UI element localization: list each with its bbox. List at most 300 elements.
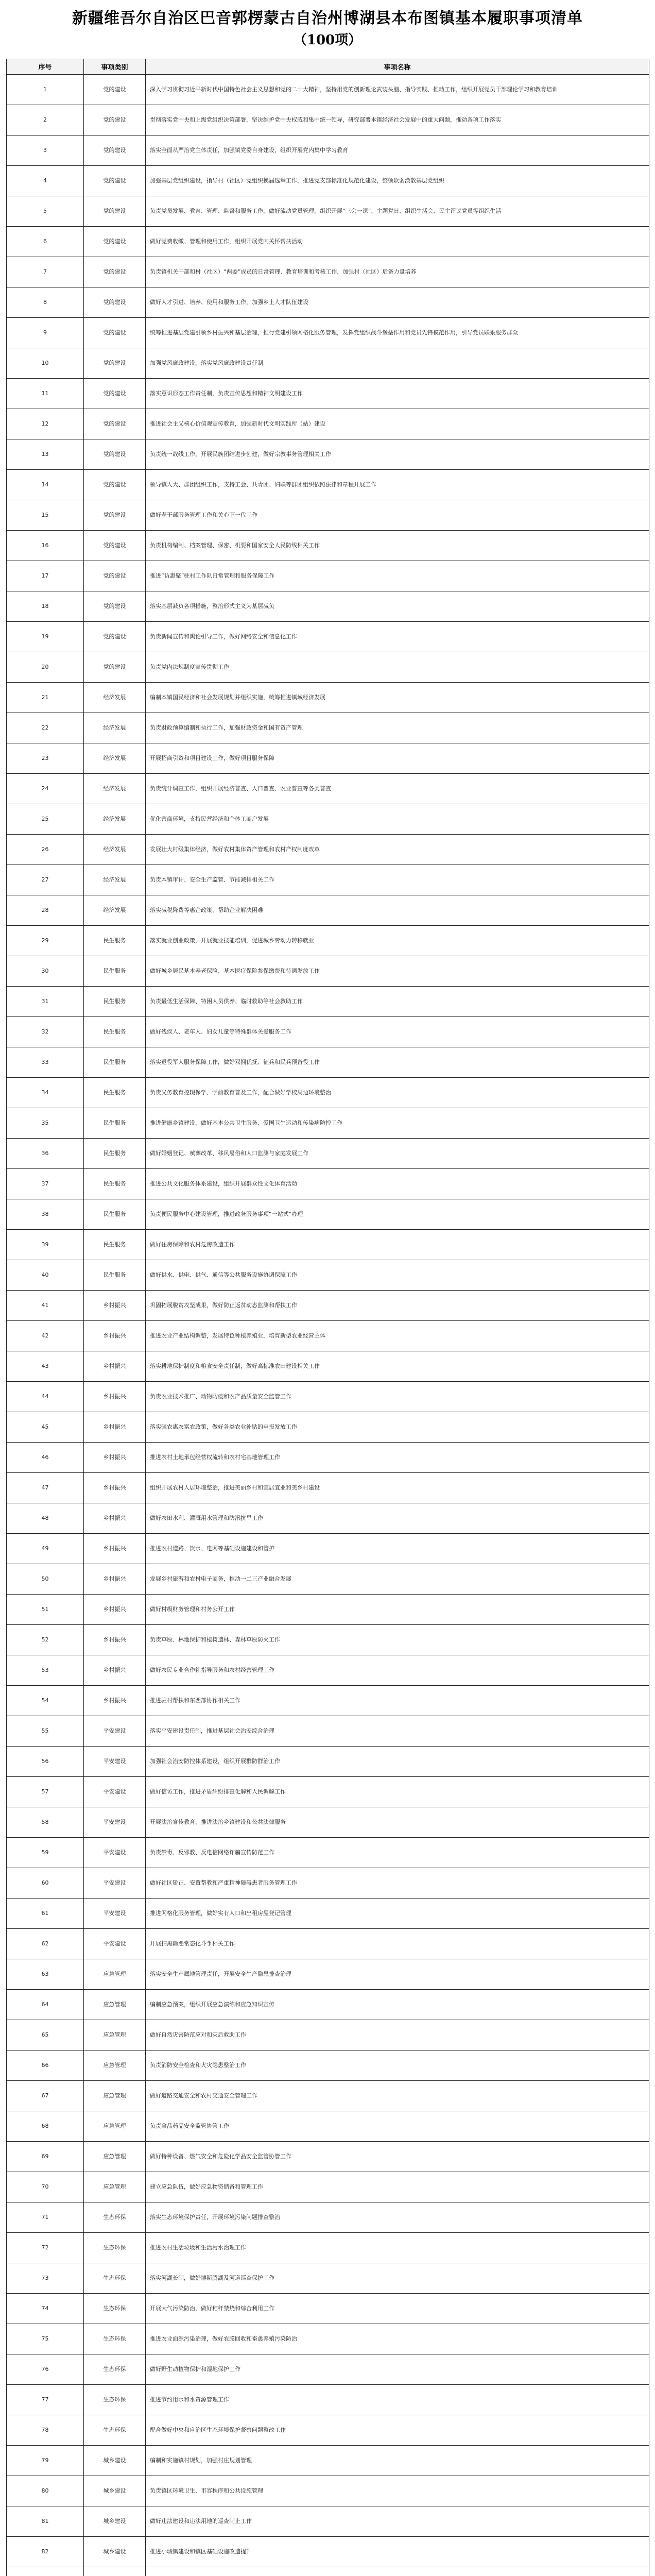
category-cell: 乡村振兴: [84, 1655, 146, 1686]
matter-name-cell: 做好老干部服务管理工作和关心下一代工作: [146, 500, 649, 531]
table-row: [7, 2506, 649, 2537]
matter-name-cell: 加强基层党组织建设，指导村（社区）党组织换届选举工作，推进党支部标准化规范化建设，整顿软弱涣散基层党组织: [146, 166, 649, 196]
serial-number-cell: 8: [7, 287, 84, 318]
title-block: [6, 5, 649, 59]
matter-name-cell: 推进农村生活垃圾和生活污水治理工作: [146, 2233, 649, 2263]
matter-name-cell: 开展大气污染防治，做好秸秆禁烧和综合利用工作: [146, 2294, 649, 2324]
serial-number-cell: 72: [7, 2233, 84, 2263]
matter-name-cell: 落实安全生产属地管理责任，开展安全生产隐患排查治理: [146, 1959, 649, 1990]
serial-number-cell: 39: [7, 1230, 84, 1260]
matter-name-cell: 负责禁毒、反邪教、反电信网络诈骗宣传防范工作: [146, 1838, 649, 1868]
serial-number-cell: 14: [7, 470, 84, 500]
serial-number-cell: 17: [7, 561, 84, 591]
table-row: [7, 196, 649, 227]
serial-number-cell: 35: [7, 1108, 84, 1139]
category-cell: 党的建设: [84, 591, 146, 622]
category-cell: 乡村振兴: [84, 1321, 146, 1351]
table-row: [7, 1017, 649, 1047]
table-row: [7, 2142, 649, 2172]
table-row: [7, 956, 649, 987]
category-cell: 民生服务: [84, 1139, 146, 1169]
matter-name-cell: 做好城乡居民基本养老保险、基本医疗保险参保缴费和待遇发放工作: [146, 956, 649, 987]
table-row: [7, 1716, 649, 1747]
category-cell: 乡村振兴: [84, 1503, 146, 1534]
matter-name-cell: 负责统一战线工作，开展民族团结进步创建，做好宗教事务管理相关工作: [146, 439, 649, 470]
table-row: [7, 2020, 649, 2050]
category-cell: 经济发展: [84, 713, 146, 743]
serial-number-cell: 67: [7, 2081, 84, 2111]
matter-name-cell: 负责本镇审计、安全生产监管、节能减排相关工作: [146, 865, 649, 895]
category-cell: 城乡建设: [84, 2476, 146, 2506]
table-row: [7, 470, 649, 500]
category-cell: 城乡建设: [84, 2446, 146, 2476]
matter-name-cell: 加强社会治安防控体系建设，组织开展群防群治工作: [146, 1747, 649, 1777]
matter-name-cell: 负责义务教育控辍保学、学前教育普及工作，配合做好学校周边环境整治: [146, 1078, 649, 1108]
serial-number-cell: 75: [7, 2324, 84, 2354]
category-cell: 党的建设: [84, 409, 146, 439]
serial-number-cell: 40: [7, 1260, 84, 1291]
category-cell: 乡村振兴: [84, 1291, 146, 1321]
serial-number-cell: 73: [7, 2263, 84, 2294]
table-row: [7, 1959, 649, 1990]
table-row: [7, 1139, 649, 1169]
table-row: [7, 713, 649, 743]
serial-number-cell: 29: [7, 926, 84, 956]
serial-number-cell: 56: [7, 1747, 84, 1777]
category-cell: 党的建设: [84, 531, 146, 561]
matter-name-cell: 推进节约用水和水资源管理工作: [146, 2385, 649, 2415]
serial-number-cell: 76: [7, 2354, 84, 2385]
table-row: [7, 2385, 649, 2415]
category-cell: 应急管理: [84, 1959, 146, 1990]
matter-name-cell: 负责最低生活保障、特困人员供养、临时救助等社会救助工作: [146, 987, 649, 1017]
table-row: [7, 1990, 649, 2020]
matter-name-cell: 加强党风廉政建设，落实党风廉政建设责任制: [146, 348, 649, 379]
serial-number-cell: 77: [7, 2385, 84, 2415]
matter-name-cell: 开展招商引资和项目建设工作，做好项目服务保障: [146, 743, 649, 774]
serial-number-cell: 41: [7, 1291, 84, 1321]
matter-name-cell: 发展壮大村级集体经济，做好农村集体资产管理和农村产权制度改革: [146, 835, 649, 865]
category-cell: 经济发展: [84, 683, 146, 713]
matter-name-cell: 推进社会主义核心价值观宣传教育，加强新时代文明实践所（站）建设: [146, 409, 649, 439]
table-row: [7, 348, 649, 379]
category-cell: 乡村振兴: [84, 1625, 146, 1655]
table-row: [7, 804, 649, 835]
matter-name-cell: 做好供水、供电、供气、通信等公共服务设施协调保障工作: [146, 1260, 649, 1291]
category-cell: 民生服务: [84, 1017, 146, 1047]
table-row: [7, 622, 649, 652]
matter-name-cell: 推进驻村帮扶和东西部协作相关工作: [146, 1686, 649, 1716]
serial-number-cell: 61: [7, 1899, 84, 1929]
matter-name-cell: 推进公共文化服务体系建设，组织开展群众性文化体育活动: [146, 1169, 649, 1199]
serial-number-cell: 10: [7, 348, 84, 379]
category-cell: 生态环保: [84, 2263, 146, 2294]
serial-number-cell: 79: [7, 2446, 84, 2476]
matter-name-cell: 落实河湖长制，做好博斯腾湖及河道巡查保护工作: [146, 2263, 649, 2294]
serial-number-cell: 42: [7, 1321, 84, 1351]
serial-number-cell: 60: [7, 1868, 84, 1899]
category-cell: 民生服务: [84, 926, 146, 956]
table-row: [7, 1412, 649, 1443]
table-row: [7, 2202, 649, 2233]
matter-name-cell: 落实基层减负各项措施，整治形式主义为基层减负: [146, 591, 649, 622]
serial-number-cell: 5: [7, 196, 84, 227]
matter-name-cell: 负责财政预算编制和执行工作，加强财政资金和国有资产管理: [146, 713, 649, 743]
category-cell: 应急管理: [84, 2172, 146, 2202]
table-row: [7, 500, 649, 531]
table-row: [7, 1260, 649, 1291]
matter-name-cell: 领导镇人大、群团组织工作，支持工会、共青团、妇联等群团组织依照法律和章程开展工作: [146, 470, 649, 500]
serial-number-cell: 22: [7, 713, 84, 743]
serial-number-cell: 27: [7, 865, 84, 895]
table-row: [7, 2567, 649, 2576]
serial-number-cell: 25: [7, 804, 84, 835]
serial-number-cell: 80: [7, 2476, 84, 2506]
table-row: [7, 652, 649, 683]
matter-name-cell: 统筹推进基层党建引领乡村振兴和基层治理，推行党建引领网格化服务管理，发挥党组织战斗堡垒作用和党员先锋模范作用，引导党员联系服务群众: [146, 318, 649, 348]
serial-number-cell: 20: [7, 652, 84, 683]
category-cell: 乡村振兴: [84, 1686, 146, 1716]
serial-number-cell: 9: [7, 318, 84, 348]
serial-number-cell: 78: [7, 2415, 84, 2446]
table-row: [7, 683, 649, 713]
category-cell: 经济发展: [84, 804, 146, 835]
matter-name-cell: 发展乡村旅游和农村电子商务，推动一二三产业融合发展: [146, 1564, 649, 1595]
category-cell: 党的建设: [84, 622, 146, 652]
serial-number-cell: 6: [7, 227, 84, 257]
matter-name-cell: 巩固拓展脱贫攻坚成果，做好防止返贫动态监测和帮扶工作: [146, 1291, 649, 1321]
table-row: [7, 2294, 649, 2324]
matter-name-cell: 做好信访工作，推进矛盾纠纷排查化解和人民调解工作: [146, 1777, 649, 1807]
serial-number-cell: 38: [7, 1199, 84, 1230]
matter-name-cell: 落实减税降费等惠企政策，帮助企业解决困难: [146, 895, 649, 926]
matter-name-cell: 落实强农惠农富农政策，做好各类农业补贴的申报发放工作: [146, 1412, 649, 1443]
category-cell: 党的建设: [84, 500, 146, 531]
matter-name-cell: 负责便民服务中心建设管理，推进政务服务事项“一站式”办理: [146, 1199, 649, 1230]
serial-number-cell: 71: [7, 2202, 84, 2233]
table-row: [7, 2050, 649, 2081]
category-cell: 党的建设: [84, 561, 146, 591]
table-row: [7, 1655, 649, 1686]
table-row: [7, 2537, 649, 2567]
table-row: [7, 1169, 649, 1199]
matter-name-cell: 推进健康乡镇建设，做好基本公共卫生服务、爱国卫生运动和传染病防控工作: [146, 1108, 649, 1139]
table-row: [7, 531, 649, 561]
category-cell: 应急管理: [84, 2081, 146, 2111]
category-cell: 城乡建设: [84, 2537, 146, 2567]
table-row: [7, 2111, 649, 2142]
serial-number-cell: 43: [7, 1351, 84, 1382]
serial-number-cell: 34: [7, 1078, 84, 1108]
matter-name-cell: 负责草原、林地保护和植树造林、森林草原防火工作: [146, 1625, 649, 1655]
matter-name-cell: 推进农村道路、饮水、电网等基础设施建设和管护: [146, 1534, 649, 1564]
serial-number-cell: 1: [7, 75, 84, 105]
matter-name-cell: 做好野生动植物保护和湿地保护工作: [146, 2354, 649, 2385]
matter-name-cell: 编制应急预案，组织开展应急演练和应急知识宣传: [146, 1990, 649, 2020]
table-row: [7, 987, 649, 1017]
matter-name-cell: 做好残疾人、老年人、妇女儿童等特殊群体关爱服务工作: [146, 1017, 649, 1047]
category-cell: 应急管理: [84, 2142, 146, 2172]
category-cell: 平安建设: [84, 1716, 146, 1747]
serial-number-cell: 63: [7, 1959, 84, 1990]
category-cell: 民生服务: [84, 956, 146, 987]
matter-name-cell: 做好特种设备、燃气安全和危险化学品安全监管协管工作: [146, 2142, 649, 2172]
serial-number-cell: 36: [7, 1139, 84, 1169]
serial-number-cell: 26: [7, 835, 84, 865]
table-row: [7, 591, 649, 622]
serial-number-cell: 13: [7, 439, 84, 470]
serial-number-cell: 28: [7, 895, 84, 926]
matter-name-cell: 推进农业产业结构调整，发展特色种植养殖业，培育新型农业经营主体: [146, 1321, 649, 1351]
matter-name-cell: 推进小城镇建设和镇区基础设施改造提升: [146, 2537, 649, 2567]
table-row: [7, 1747, 649, 1777]
matter-name-cell: 推进网格化服务管理，做好实有人口和出租房屋登记管理: [146, 1899, 649, 1929]
matter-name-cell: 落实意识形态工作责任制，负责宣传思想和精神文明建设工作: [146, 379, 649, 409]
serial-number-cell: [7, 2567, 84, 2576]
serial-number-cell: 21: [7, 683, 84, 713]
table-row: [7, 227, 649, 257]
matter-name-cell: 做好住房保障和农村危房改造工作: [146, 1230, 649, 1260]
serial-number-cell: 11: [7, 379, 84, 409]
serial-number-cell: 54: [7, 1686, 84, 1716]
matter-name-cell: 优化营商环境，支持民营经济和个体工商户发展: [146, 804, 649, 835]
matter-name-cell: 做好党费收缴、管理和使用工作，组织开展党内关怀帮扶活动: [146, 227, 649, 257]
matter-name-cell: 做好农民专业合作社指导服务和农村经营管理工作: [146, 1655, 649, 1686]
serial-number-cell: 57: [7, 1777, 84, 1807]
matter-name-cell: 负责党内法规制度宣传贯彻工作: [146, 652, 649, 683]
serial-number-cell: 19: [7, 622, 84, 652]
table-body: [7, 75, 649, 2576]
serial-number-cell: 49: [7, 1534, 84, 1564]
table-row: [7, 1564, 649, 1595]
serial-number-cell: 44: [7, 1382, 84, 1412]
category-cell: 民生服务: [84, 1230, 146, 1260]
category-cell: 乡村振兴: [84, 1351, 146, 1382]
category-cell: 生态环保: [84, 2233, 146, 2263]
matter-name-cell: 落实全面从严治党主体责任，加强镇党委自身建设，组织开展党内集中学习教育: [146, 135, 649, 166]
category-cell: 党的建设: [84, 287, 146, 318]
serial-number-cell: 62: [7, 1929, 84, 1959]
category-cell: 平安建设: [84, 1868, 146, 1899]
category-cell: 党的建设: [84, 257, 146, 287]
serial-number-cell: 4: [7, 166, 84, 196]
serial-number-cell: 69: [7, 2142, 84, 2172]
table-row: [7, 743, 649, 774]
category-cell: 党的建设: [84, 105, 146, 135]
table-row: [7, 166, 649, 196]
table-row: [7, 1199, 649, 1230]
table-row: [7, 1473, 649, 1503]
category-cell: 生态环保: [84, 2354, 146, 2385]
table-row: [7, 774, 649, 804]
serial-number-cell: 37: [7, 1169, 84, 1199]
matter-name-cell: 负责统计调查工作，组织开展经济普查、人口普查、农业普查等各类普查: [146, 774, 649, 804]
matter-name-cell: 负责消防安全检查和火灾隐患整治工作: [146, 2050, 649, 2081]
category-cell: 应急管理: [84, 1990, 146, 2020]
category-cell: 乡村振兴: [84, 1382, 146, 1412]
matter-name-cell: 负责镇机关干部和村（社区）“两委”成员的日常管理、教育培训和考核工作，加强村（社区）后备力量培养: [146, 257, 649, 287]
category-cell: 应急管理: [84, 2050, 146, 2081]
category-cell: 生态环保: [84, 2385, 146, 2415]
table-row: [7, 135, 649, 166]
serial-number-cell: 74: [7, 2294, 84, 2324]
category-cell: 应急管理: [84, 2111, 146, 2142]
category-cell: 乡村振兴: [84, 1564, 146, 1595]
serial-number-cell: 46: [7, 1443, 84, 1473]
matter-name-cell: 开展扫黑除恶常态化斗争相关工作: [146, 1929, 649, 1959]
table-row: [7, 835, 649, 865]
table-row: [7, 1351, 649, 1382]
matter-name-cell: 配合做好中央和自治区生态环境保护督察问题整改工作: [146, 2415, 649, 2446]
serial-number-cell: 30: [7, 956, 84, 987]
category-cell: 经济发展: [84, 895, 146, 926]
matter-name-cell: 做好自然灾害防范应对和灾后救助工作: [146, 2020, 649, 2050]
table-row: [7, 1534, 649, 1564]
matter-name-cell: 组织开展农村人居环境整治，推进美丽乡村和宜居宜业和美乡村建设: [146, 1473, 649, 1503]
table-row: [7, 2324, 649, 2354]
category-cell: 平安建设: [84, 1929, 146, 1959]
category-cell: 生态环保: [84, 2202, 146, 2233]
category-cell: 平安建设: [84, 1807, 146, 1838]
category-cell: 生态环保: [84, 2294, 146, 2324]
category-cell: 民生服务: [84, 1047, 146, 1078]
table-row: [7, 75, 649, 105]
serial-number-cell: 32: [7, 1017, 84, 1047]
table-row: [7, 1777, 649, 1807]
table-row: [7, 1868, 649, 1899]
matter-name-cell: 负责农业技术推广、动物防疫和农产品质量安全监管工作: [146, 1382, 649, 1412]
serial-number-cell: 18: [7, 591, 84, 622]
serial-number-cell: 59: [7, 1838, 84, 1868]
table-row: [7, 2263, 649, 2294]
serial-number-cell: 52: [7, 1625, 84, 1655]
table-header-row: [7, 59, 649, 75]
category-cell: 民生服务: [84, 1078, 146, 1108]
category-cell: 乡村振兴: [84, 1473, 146, 1503]
table-row: [7, 2233, 649, 2263]
table-row: [7, 1625, 649, 1655]
serial-number-cell: 81: [7, 2506, 84, 2537]
document-subtitle: （100项）: [293, 32, 362, 48]
category-cell: 经济发展: [84, 865, 146, 895]
table-row: [7, 561, 649, 591]
serial-number-cell: 51: [7, 1595, 84, 1625]
table-row: [7, 1838, 649, 1868]
category-cell: 乡村振兴: [84, 1595, 146, 1625]
category-cell: 平安建设: [84, 1777, 146, 1807]
table-row: [7, 1503, 649, 1534]
matter-name-cell: 深入学习贯彻习近平新时代中国特色社会主义思想和党的二十大精神，坚持用党的创新理论武装头脑、指导实践、推动工作，组织开展党员干部理论学习和教育培训: [146, 75, 649, 105]
table-row: [7, 1108, 649, 1139]
category-cell: 党的建设: [84, 348, 146, 379]
table-row: [7, 1595, 649, 1625]
category-cell: 党的建设: [84, 196, 146, 227]
matter-name-cell: 负责新闻宣传和舆论引导工作，做好网络安全和信息化工作: [146, 622, 649, 652]
header-matter-name: 事项名称: [146, 59, 649, 75]
category-cell: 乡村振兴: [84, 1412, 146, 1443]
table-row: [7, 1899, 649, 1929]
matter-name-cell: 做好道路交通安全和农村交通安全管理工作: [146, 2081, 649, 2111]
serial-number-cell: 12: [7, 409, 84, 439]
serial-number-cell: 50: [7, 1564, 84, 1595]
table-row: [7, 1230, 649, 1260]
category-cell: 党的建设: [84, 439, 146, 470]
table-row: [7, 1686, 649, 1716]
matter-name-cell: 开展法治宣传教育，推进法治乡镇建设和公共法律服务: [146, 1807, 649, 1838]
category-cell: 经济发展: [84, 774, 146, 804]
serial-number-cell: 16: [7, 531, 84, 561]
serial-number-cell: 15: [7, 500, 84, 531]
category-cell: 城乡建设: [84, 2506, 146, 2537]
category-cell: 乡村振兴: [84, 1443, 146, 1473]
matter-name-cell: 做好婚姻登记、殡葬改革、移风易俗和人口监测与家庭发展工作: [146, 1139, 649, 1169]
matter-name-cell: 落实平安建设责任制，推进基层社会治安综合治理: [146, 1716, 649, 1747]
serial-number-cell: 70: [7, 2172, 84, 2202]
matter-name-cell: 编制本镇国民经济和社会发展规划并组织实施，统筹推进镇域经济发展: [146, 683, 649, 713]
category-cell: 民生服务: [84, 1199, 146, 1230]
matter-name-cell: 推进“访惠聚”驻村工作队日常管理和服务保障工作: [146, 561, 649, 591]
matter-name-cell: 落实生态环境保护责任，开展环境污染问题排查整治: [146, 2202, 649, 2233]
matter-name-cell: 推进农业面源污染治理，做好农膜回收和畜禽养殖污染防治: [146, 2324, 649, 2354]
matter-name-cell: 做好农田水利、灌溉用水管理和防汛抗旱工作: [146, 1503, 649, 1534]
header-category: 事项类别: [84, 59, 146, 75]
category-cell: 民生服务: [84, 1169, 146, 1199]
category-cell: 经济发展: [84, 835, 146, 865]
table-row: [7, 2354, 649, 2385]
table-row: [7, 318, 649, 348]
matter-name-cell: 贯彻落实党中央和上级党组织决策部署，坚决维护党中央权威和集中统一领导，研究部署本镇经济社会发展中的重大问题，推动各项工作落实: [146, 105, 649, 135]
matter-name-cell: 做好村级财务管理和村务公开工作: [146, 1595, 649, 1625]
table-row: [7, 105, 649, 135]
table-row: [7, 439, 649, 470]
table-row: [7, 1291, 649, 1321]
category-cell: 应急管理: [84, 2020, 146, 2050]
serial-number-cell: 31: [7, 987, 84, 1017]
serial-number-cell: 33: [7, 1047, 84, 1078]
matter-name-cell: 做好社区矫正、安置帮教和严重精神障碍患者服务管理工作: [146, 1868, 649, 1899]
category-cell: 经济发展: [84, 743, 146, 774]
category-cell: 党的建设: [84, 379, 146, 409]
matter-name-cell: 负责镇区环境卫生、市容秩序和公共设施管理: [146, 2476, 649, 2506]
serial-number-cell: 47: [7, 1473, 84, 1503]
serial-number-cell: 55: [7, 1716, 84, 1747]
serial-number-cell: 64: [7, 1990, 84, 2020]
matter-name-cell: 落实耕地保护制度和粮食安全责任制，做好高标准农田建设相关工作: [146, 1351, 649, 1382]
table-row: [7, 257, 649, 287]
serial-number-cell: 7: [7, 257, 84, 287]
table-row: [7, 1078, 649, 1108]
category-cell: 民生服务: [84, 1108, 146, 1139]
category-cell: 乡村振兴: [84, 1534, 146, 1564]
category-cell: 党的建设: [84, 135, 146, 166]
category-cell: 平安建设: [84, 1747, 146, 1777]
serial-number-cell: 24: [7, 774, 84, 804]
category-cell: 生态环保: [84, 2415, 146, 2446]
table-row: [7, 895, 649, 926]
matter-name-cell: 负责机构编制、档案管理、保密、机要和国家安全人民防线相关工作: [146, 531, 649, 561]
serial-number-cell: 45: [7, 1412, 84, 1443]
serial-number-cell: 65: [7, 2020, 84, 2050]
serial-number-cell: 58: [7, 1807, 84, 1838]
table-row: [7, 2446, 649, 2476]
serial-number-cell: 66: [7, 2050, 84, 2081]
matter-name-cell: 推进农村土地承包经营权流转和农村宅基地管理工作: [146, 1443, 649, 1473]
table-row: [7, 2415, 649, 2446]
table-row: [7, 1807, 649, 1838]
table-row: [7, 1382, 649, 1412]
serial-number-cell: 23: [7, 743, 84, 774]
table-row: [7, 409, 649, 439]
